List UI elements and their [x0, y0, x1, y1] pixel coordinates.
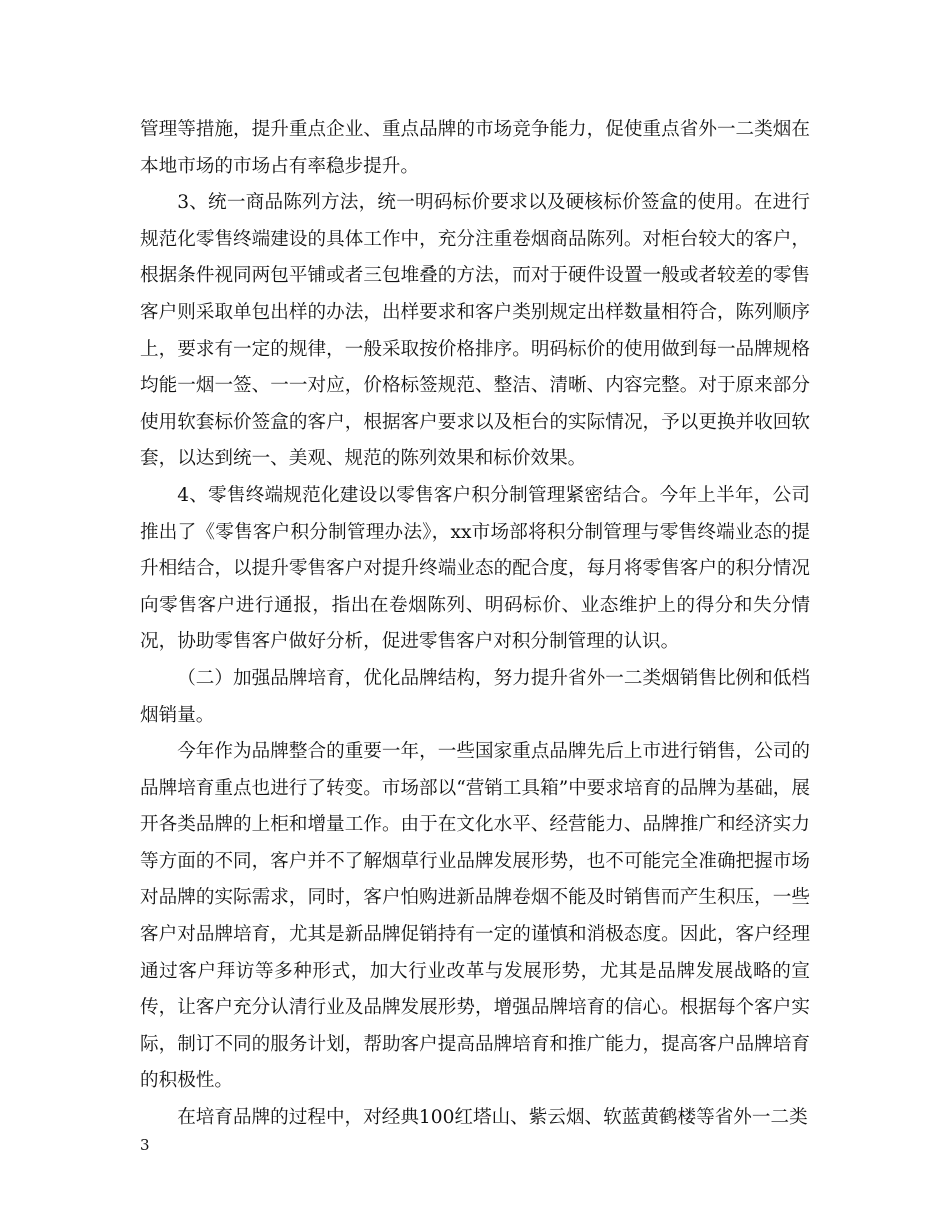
body-text [140, 112, 810, 1137]
paragraph-continuation: 管理等措施，提升重点企业、重点品牌的市场竞争能力，促使重点省外一二类烟在本地市场的市场占有率稳步提升。 [140, 119, 810, 177]
section-heading-2: （二）加强品牌培育，优化品牌结构，努力提升省外一二类烟销售比例和低档烟销量。 [140, 667, 810, 726]
paragraph-item-4: 4、零售终端规范化建设以零售客户积分制管理紧密结合。今年上半年，公司推出了《零售客户积分制管理办法》，xx市场部将积分制管理与零售终端业态的提升相结合，以提升零售客户对提升终端业态的配合度，每月将零售客户的积分情况向零售客户进行通报，指出在卷烟陈列、明码标价、业态维护上的得分和失分情况，协助零售客户做好分析，促进零售客户对积分制管理的认识。 [140, 484, 810, 653]
paragraph-brand-process: 在培育品牌的过程中，对经典100红塔山、紫云烟、软蓝黄鹤楼等省外一二类 [177, 1107, 808, 1129]
paragraph-item-3: 3、统一商品陈列方法，统一明码标价要求以及硬核标价签盒的使用。在进行规范化零售终端建设的具体工作中，充分注重卷烟商品陈列。对柜台较大的客户，根据条件视同两包平铺或者三包堆叠的方法，而对于硬件设置一般或者较差的零售客户则采取单包出样的办法，出样要求和客户类别规定出样数量相符合，陈列顺序上，要求有一定的规律，一般采取按价格排序。明码标价的使用做到每一品牌规格均能一烟一签、一一对应，价格标签规范、整洁、清晰、内容完整。对于原来部分使用软套标价签盒的客户，根据客户要求以及柜台的实际情况，予以更换并收回软套，以达到统一、美观、规范的陈列效果和标价效果。 [140, 192, 810, 470]
paragraph-brand-cultivation: 今年作为品牌整合的重要一年，一些国家重点品牌先后上市进行销售，公司的品牌培育重点也进行了转变。市场部以“营销工具箱”中要求培育的品牌为基础，展开各类品牌的上柜和增量工作。由于在文化水平、经营能力、品牌推广和经济实力等方面的不同，客户并不了解烟草行业品牌发展形势，也不可能完全准确把握市场对品牌的实际需求，同时，客户怕购进新品牌卷烟不能及时销售而产生积压，一些客户对品牌培育，尤其是新品牌促销持有一定的谨慎和消极态度。因此，客户经理通过客户拜访等多种形式，加大行业改革与发展形势，尤其是品牌发展战略的宣传，让客户充分认清行业及品牌发展形势，增强品牌培育的信心。根据每个客户实际，制订不同的服务计划，帮助客户提高品牌培育和推广能力，提高客户品牌培育的积极性。 [140, 741, 810, 1092]
page-number: 3 [140, 1136, 150, 1154]
